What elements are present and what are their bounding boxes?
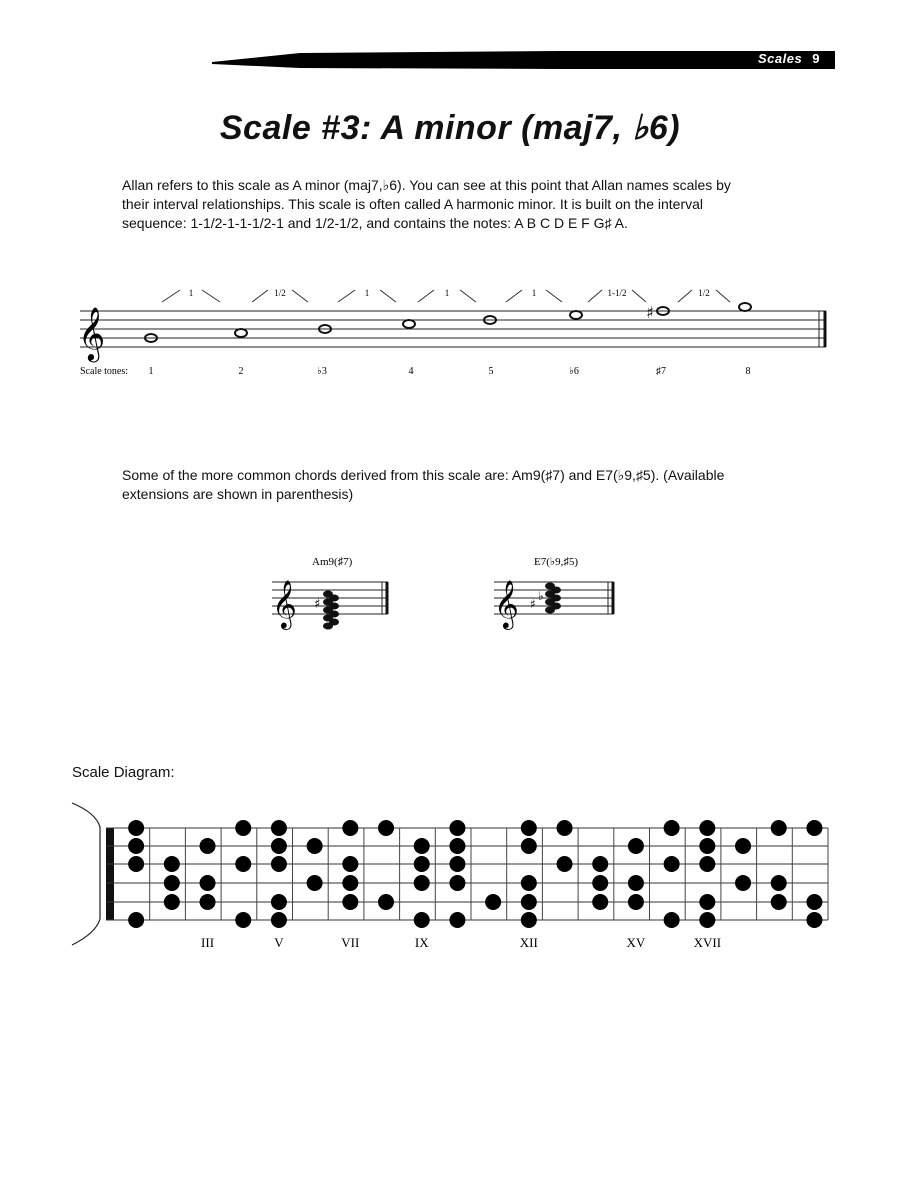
fret-dot [521,875,537,891]
section-title: Scales [758,51,803,66]
scale-tone: 4 [408,366,414,377]
fret-dot [414,838,430,854]
fret-dot [664,912,680,928]
interval-label: 1-1/2 [607,288,627,298]
fret-dot [664,856,680,872]
sharp-icon: ♯ [530,597,536,611]
fret-dot [307,838,323,854]
scale-tone: 8 [745,366,751,377]
treble-clef-icon: 𝄞 [494,579,519,628]
treble-clef-icon: 𝄞 [78,306,106,360]
flat-icon: ♭ [538,589,544,603]
fret-dot [235,820,251,836]
scale-diagram-label: Scale Diagram: [72,764,175,781]
fret-dot [521,894,537,910]
fret-dot [628,894,644,910]
fret-marker-label: IX [414,935,429,950]
fret-dot [806,912,822,928]
fret-dot [378,820,394,836]
scale-notes [145,303,751,342]
fret-dot [771,875,787,891]
fret-dot [414,912,430,928]
fret-dot [557,820,573,836]
fret-dot [699,820,715,836]
fret-dot [271,838,287,854]
fret-marker-label: XVII [693,935,722,950]
running-header [758,51,820,66]
fret-dot [771,820,787,836]
chord-symbol: E7(♭9,♯5) [534,556,578,568]
chord-staff-1 [268,550,398,640]
fret-dot [592,856,608,872]
fret-dot [414,875,430,891]
fret-dot [521,820,537,836]
fret-dot [521,912,537,928]
scale-staff [0,270,900,390]
scale-tone: 5 [488,366,494,377]
fret-dot [806,820,822,836]
fret-dot [449,912,465,928]
interval-label: 1/2 [274,288,286,298]
fret-dot [235,912,251,928]
chord-symbol: Am9(♯7) [312,556,353,568]
fret-marker-label: XII [519,935,538,950]
fret-dot [271,894,287,910]
fret-dot [128,838,144,854]
fret-dot [806,894,822,910]
fret-dot [521,838,537,854]
fret-dot [164,894,180,910]
fret-dot [164,856,180,872]
fret-dot [271,856,287,872]
chord-notes [323,591,339,630]
scale-tone: ♭6 [569,366,579,377]
intro-line-1: Allan refers to this scale as A minor (maj7,♭6). You can see at this point that Allan names scales by [122,177,731,193]
sharp-icon: ♯ [314,597,321,612]
fret-dot [307,875,323,891]
nut [106,828,114,920]
note-D [403,320,415,328]
chords-paragraph [122,466,802,504]
fret-dot [699,912,715,928]
scale-tone: 1 [148,366,154,377]
fretboard-diagram [60,795,840,965]
fret-dot [449,875,465,891]
fret-dot [449,838,465,854]
fret-dot [664,820,680,836]
treble-clef-icon: 𝄞 [272,579,297,628]
fret-marker-label: V [274,935,284,950]
intro-paragraph [122,176,802,233]
fret-dot [200,875,216,891]
intro-line-2: their interval relationships. This scale is often called A harmonic minor. It is built on the interval [122,196,704,212]
fret-marker-label: XV [626,935,646,950]
scale-tone: 2 [238,366,244,377]
fret-dot [164,875,180,891]
fret-dot [592,894,608,910]
staff-lines [80,311,826,347]
fret-dot [200,838,216,854]
fret-dot [735,875,751,891]
fret-dot [271,912,287,928]
fret-dot [235,856,251,872]
interval-label: 1 [364,288,370,298]
chords-line-1: Some of the more common chords derived from this scale are: Am9(♯7) and E7(♭9,♯5). (Available [122,467,725,483]
fret-marker-label: VII [341,935,360,950]
fret-dot [378,894,394,910]
fret-dot [699,856,715,872]
note-F [570,311,582,319]
interval-label: 1 [188,288,194,298]
fret-dot [128,912,144,928]
fret-dot [342,875,358,891]
fret-dot [485,894,501,910]
fret-dot [271,820,287,836]
fret-dot [735,838,751,854]
fret-dot [342,856,358,872]
interval-label: 1/2 [698,288,710,298]
scale-tone: ♭3 [317,366,327,377]
fret-dot [200,894,216,910]
fret-dot [628,875,644,891]
sharp-icon: ♯ [646,303,654,322]
note-B [235,329,247,337]
fret-dot [128,820,144,836]
fret-dot [699,894,715,910]
fret-dot [128,856,144,872]
scale-tones-label: Scale tones: [80,366,129,377]
header-swoosh [212,51,835,69]
fret-dot [592,875,608,891]
fret-dot [342,894,358,910]
fret-dot [628,838,644,854]
fret-dot [449,820,465,836]
interval-label: 1 [531,288,537,298]
headstock-curve [72,803,100,945]
chord-staff-2 [490,550,620,640]
fret-dot [342,820,358,836]
page-title: Scale #3: A minor (maj7, ♭6) [219,109,681,147]
scale-tone: ♯7 [656,366,666,377]
fret-dot [449,856,465,872]
note-A-octave [739,303,751,311]
fret-dot [699,838,715,854]
fret-dot [771,894,787,910]
chords-line-2: extensions are shown in parenthesis) [122,486,354,502]
interval-label: 1 [444,288,450,298]
header-bar [0,0,900,80]
page-number: 9 [812,51,820,66]
intro-line-3: sequence: 1-1/2-1-1-1/2-1 and 1/2-1/2, and contains the notes: A B C D E F G♯ A. [122,215,628,231]
fret-dot [414,856,430,872]
fret-dot [557,856,573,872]
fret-marker-label: III [201,935,215,950]
